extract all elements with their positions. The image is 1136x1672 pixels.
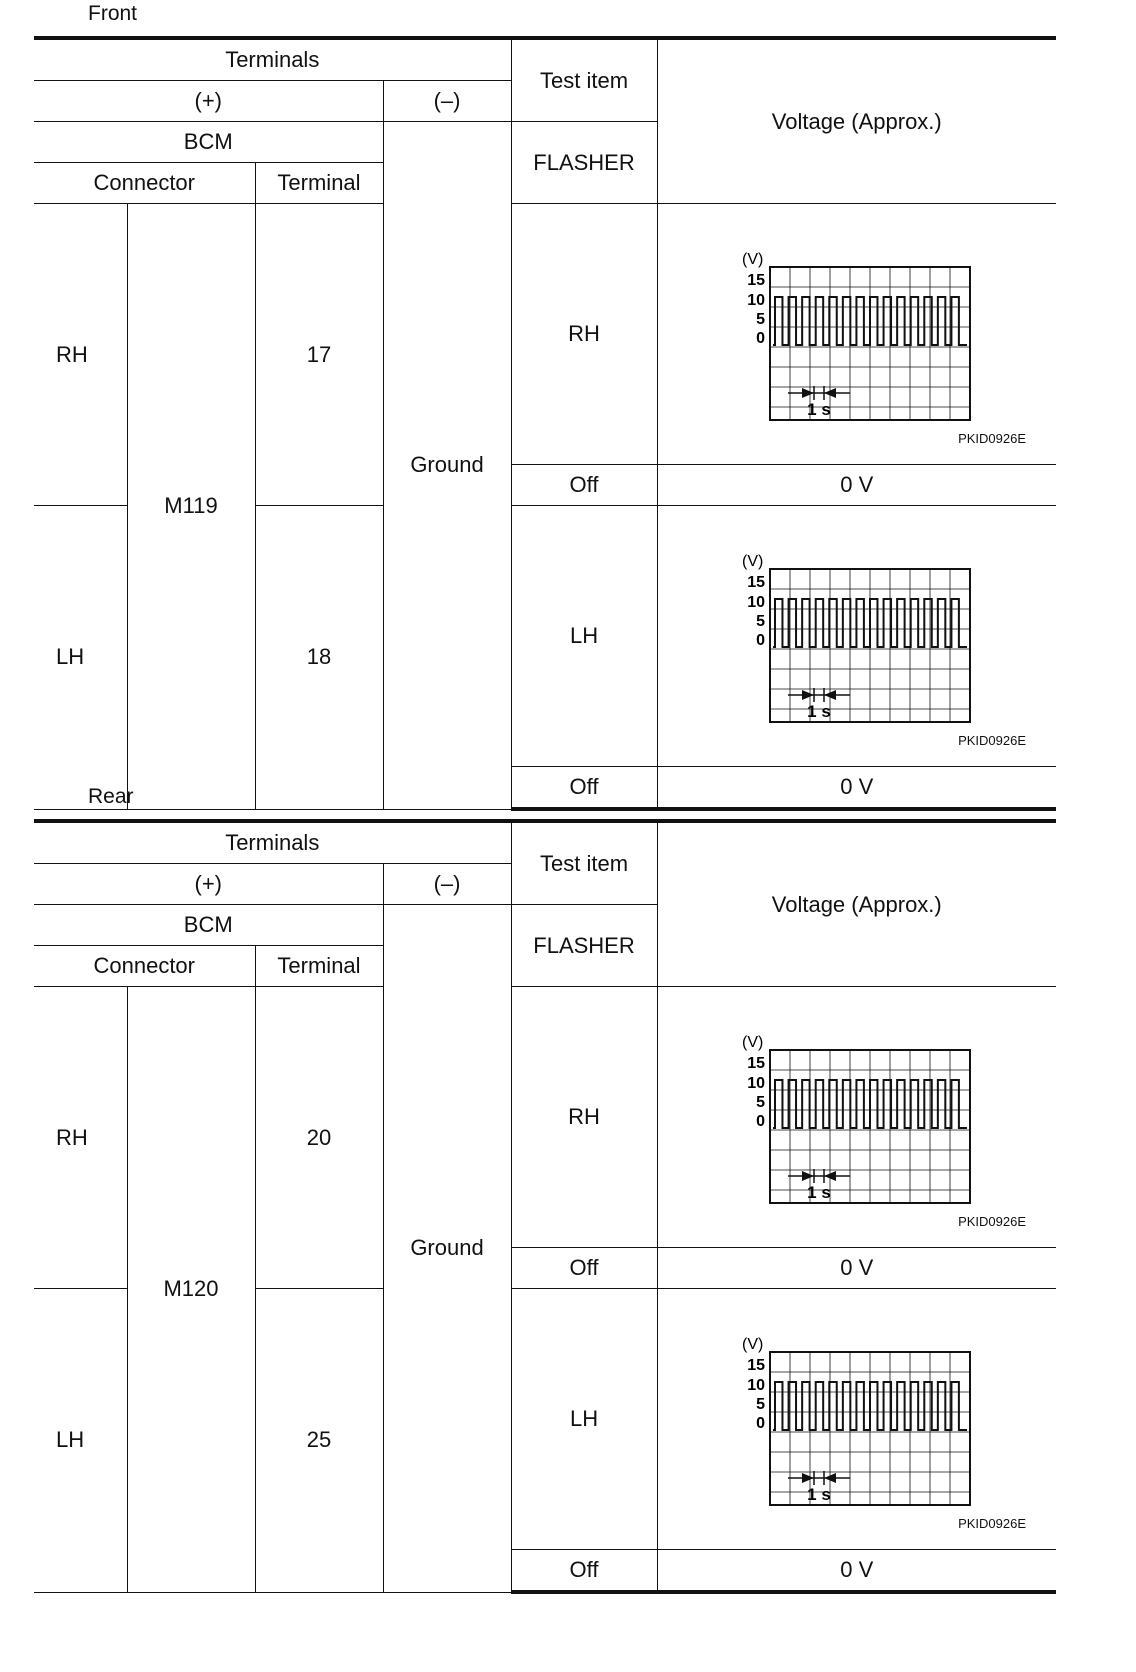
time-scale-label: 1 s xyxy=(806,399,831,419)
section-label-front: Front xyxy=(88,2,138,25)
pulse-signal xyxy=(773,1382,967,1430)
image-code-label: PKID0926E xyxy=(958,431,1027,446)
arrow-right-icon xyxy=(802,690,814,700)
y-unit-label: (V) xyxy=(741,552,764,570)
rear-table-wrapper xyxy=(34,819,1056,1594)
y-tick-label: 0 xyxy=(755,329,765,347)
waveform-graph xyxy=(732,1332,982,1507)
terminal-cell: 20 xyxy=(255,987,383,1289)
time-scale-label: 1 s xyxy=(806,1182,831,1202)
pulse-signal xyxy=(773,1080,967,1128)
y-tick-label: 5 xyxy=(755,1093,765,1111)
off-voltage: 0 V xyxy=(657,1248,1056,1289)
connector-cell: M119 xyxy=(127,204,255,810)
header-minus: (–) xyxy=(383,864,511,905)
header-plus: (+) xyxy=(34,864,383,905)
ground-cell: Ground xyxy=(383,122,511,810)
section-label-rear: Rear xyxy=(88,785,134,808)
header-bcm: BCM xyxy=(34,122,383,163)
header-test-item: Test item xyxy=(511,821,657,905)
header-plus: (+) xyxy=(34,81,383,122)
y-tick-label: 5 xyxy=(755,612,765,630)
arrow-right-icon xyxy=(802,1473,814,1483)
arrow-right-icon xyxy=(802,388,814,398)
side-rh: RH xyxy=(34,987,127,1289)
header-minus: (–) xyxy=(383,81,511,122)
side-rh: RH xyxy=(34,204,127,506)
image-code-label: PKID0926E xyxy=(958,1214,1027,1229)
waveform-cell xyxy=(657,204,1056,465)
header-test-item: Test item xyxy=(511,38,657,122)
image-code-label: PKID0926E xyxy=(958,733,1027,748)
y-tick-label: 0 xyxy=(755,631,765,649)
y-tick-label: 15 xyxy=(746,1054,765,1072)
header-terminal: Terminal xyxy=(255,946,383,987)
test-item-off: Off xyxy=(511,465,657,506)
image-code-label: PKID0926E xyxy=(958,1516,1027,1531)
test-item-off: Off xyxy=(511,1248,657,1289)
waveform-cell xyxy=(657,506,1056,767)
header-connector: Connector xyxy=(34,163,255,204)
front-table-wrapper xyxy=(34,36,1056,811)
y-tick-label: 0 xyxy=(755,1112,765,1130)
terminal-cell: 25 xyxy=(255,1289,383,1593)
test-item-on: LH xyxy=(511,506,657,767)
terminal-cell: 17 xyxy=(255,204,383,506)
y-unit-label: (V) xyxy=(741,250,764,268)
off-voltage: 0 V xyxy=(657,1550,1056,1593)
off-voltage: 0 V xyxy=(657,767,1056,810)
ground-cell: Ground xyxy=(383,905,511,1593)
header-connector: Connector xyxy=(34,946,255,987)
y-tick-label: 10 xyxy=(746,291,765,309)
y-tick-label: 5 xyxy=(755,310,765,328)
y-tick-label: 5 xyxy=(755,1395,765,1413)
waveform-cell xyxy=(657,1289,1056,1550)
y-tick-label: 10 xyxy=(746,593,765,611)
header-flasher: FLASHER xyxy=(511,122,657,204)
waveform-graph xyxy=(732,549,982,724)
header-bcm: BCM xyxy=(34,905,383,946)
pulse-signal xyxy=(773,599,967,647)
header-voltage: Voltage (Approx.) xyxy=(657,38,1056,204)
connector-cell: M120 xyxy=(127,987,255,1593)
terminal-cell: 18 xyxy=(255,506,383,810)
test-item-on: LH xyxy=(511,1289,657,1550)
time-scale-label: 1 s xyxy=(806,1484,831,1504)
y-unit-label: (V) xyxy=(741,1033,764,1051)
header-voltage: Voltage (Approx.) xyxy=(657,821,1056,987)
front-table xyxy=(34,36,1056,811)
header-flasher: FLASHER xyxy=(511,905,657,987)
y-tick-label: 15 xyxy=(746,271,765,289)
test-item-on: RH xyxy=(511,987,657,1248)
y-tick-label: 10 xyxy=(746,1376,765,1394)
y-tick-label: 10 xyxy=(746,1074,765,1092)
header-terminals: Terminals xyxy=(34,38,511,81)
arrow-right-icon xyxy=(802,1171,814,1181)
header-terminal: Terminal xyxy=(255,163,383,204)
off-voltage: 0 V xyxy=(657,465,1056,506)
rear-table xyxy=(34,819,1056,1594)
side-lh: LH xyxy=(34,506,127,810)
test-item-off: Off xyxy=(511,1550,657,1593)
y-tick-label: 15 xyxy=(746,573,765,591)
time-scale-label: 1 s xyxy=(806,701,831,721)
y-tick-label: 15 xyxy=(746,1356,765,1374)
pulse-signal xyxy=(773,297,967,345)
header-terminals: Terminals xyxy=(34,821,511,864)
test-item-off: Off xyxy=(511,767,657,810)
waveform-graph xyxy=(732,247,982,422)
y-unit-label: (V) xyxy=(741,1335,764,1353)
side-lh: LH xyxy=(34,1289,127,1593)
y-tick-label: 0 xyxy=(755,1414,765,1432)
waveform-graph xyxy=(732,1030,982,1205)
waveform-cell xyxy=(657,987,1056,1248)
test-item-on: RH xyxy=(511,204,657,465)
